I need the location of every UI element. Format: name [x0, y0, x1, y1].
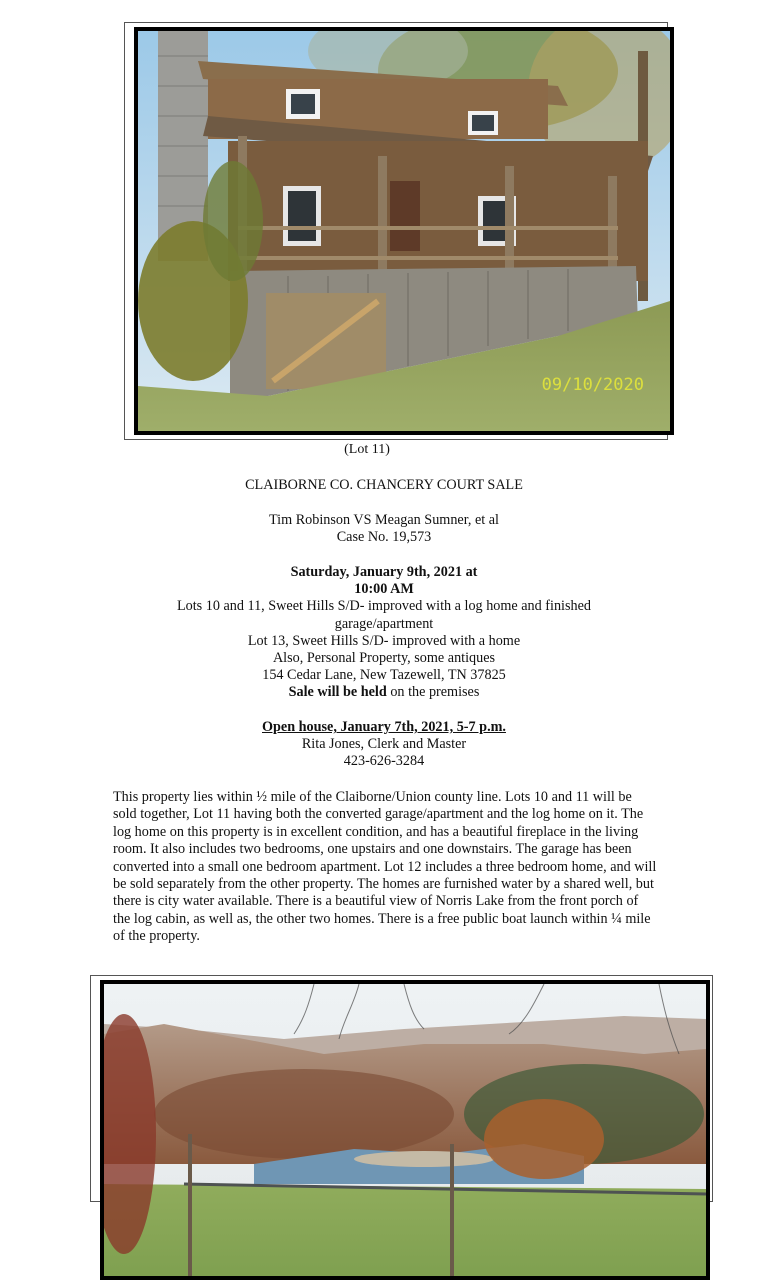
sale-location — [0, 684, 768, 701]
sale-held-rest: on the premises — [386, 684, 480, 701]
sale-title: CLAIBORNE CO. CHANCERY COURT SALE — [245, 477, 523, 493]
photo-caption-lot11: (Lot 11) — [344, 442, 390, 457]
clerk-phone: 423-626-3284 — [343, 753, 425, 770]
sale-address: 154 Cedar Lane, New Tazewell, TN 37825 — [262, 667, 506, 684]
sale-held-label: Sale will be held — [288, 684, 387, 701]
case-parties: Tim Robinson VS Meagan Sumner, et al — [269, 512, 499, 528]
photo-date-stamp: 09/10/2020 — [541, 375, 644, 395]
contact-info — [0, 719, 768, 771]
personal-property: Also, Personal Property, some antiques — [272, 650, 496, 667]
log-cabin-image — [138, 31, 670, 431]
lots-10-11: Lots 10 and 11, Sweet Hills S/D- improved with a log home and finished — [176, 598, 591, 615]
case-number: Case No. 19,573 — [336, 529, 432, 546]
open-house: Open house, January 7th, 2021, 5-7 p.m. — [262, 719, 506, 735]
clerk-name: Rita Jones, Clerk and Master — [301, 736, 467, 753]
lake-view-image — [104, 984, 706, 1276]
lots-10-11-cont: garage/apartment — [334, 615, 434, 632]
sale-header — [0, 477, 768, 494]
property-description: This property lies within ½ mile of the Claiborne/Union county line. Lots 10 and 11 will be sold together, Lot 11 having both the converted garage/apartment and the log home on it. The log home on this property is in excellent condition, and has a beautiful fireplace in the living room. It also includes two bedrooms, one upstairs and one downstairs. The garage has been converted into a small one bedroom apartment. Lot 12 includes a three bedroom home, and will be sold separately from the other property. The homes are furnished water by a shared well, but there is city water available. There is a beautiful view of Norris Lake from the front porch of the log cabin, as well as, the other two homes. There is a free public boat launch within ¼ mile of the property. — [113, 789, 657, 945]
sale-date: Saturday, January 9th, 2021 at — [290, 564, 478, 580]
sale-time: 10:00 AM — [354, 581, 414, 598]
lot-13: Lot 13, Sweet Hills S/D- improved with a home — [247, 632, 521, 649]
lake-view-photo — [100, 980, 710, 1280]
log-cabin-photo — [134, 27, 674, 435]
case-info — [0, 512, 768, 546]
sale-details — [0, 564, 768, 702]
